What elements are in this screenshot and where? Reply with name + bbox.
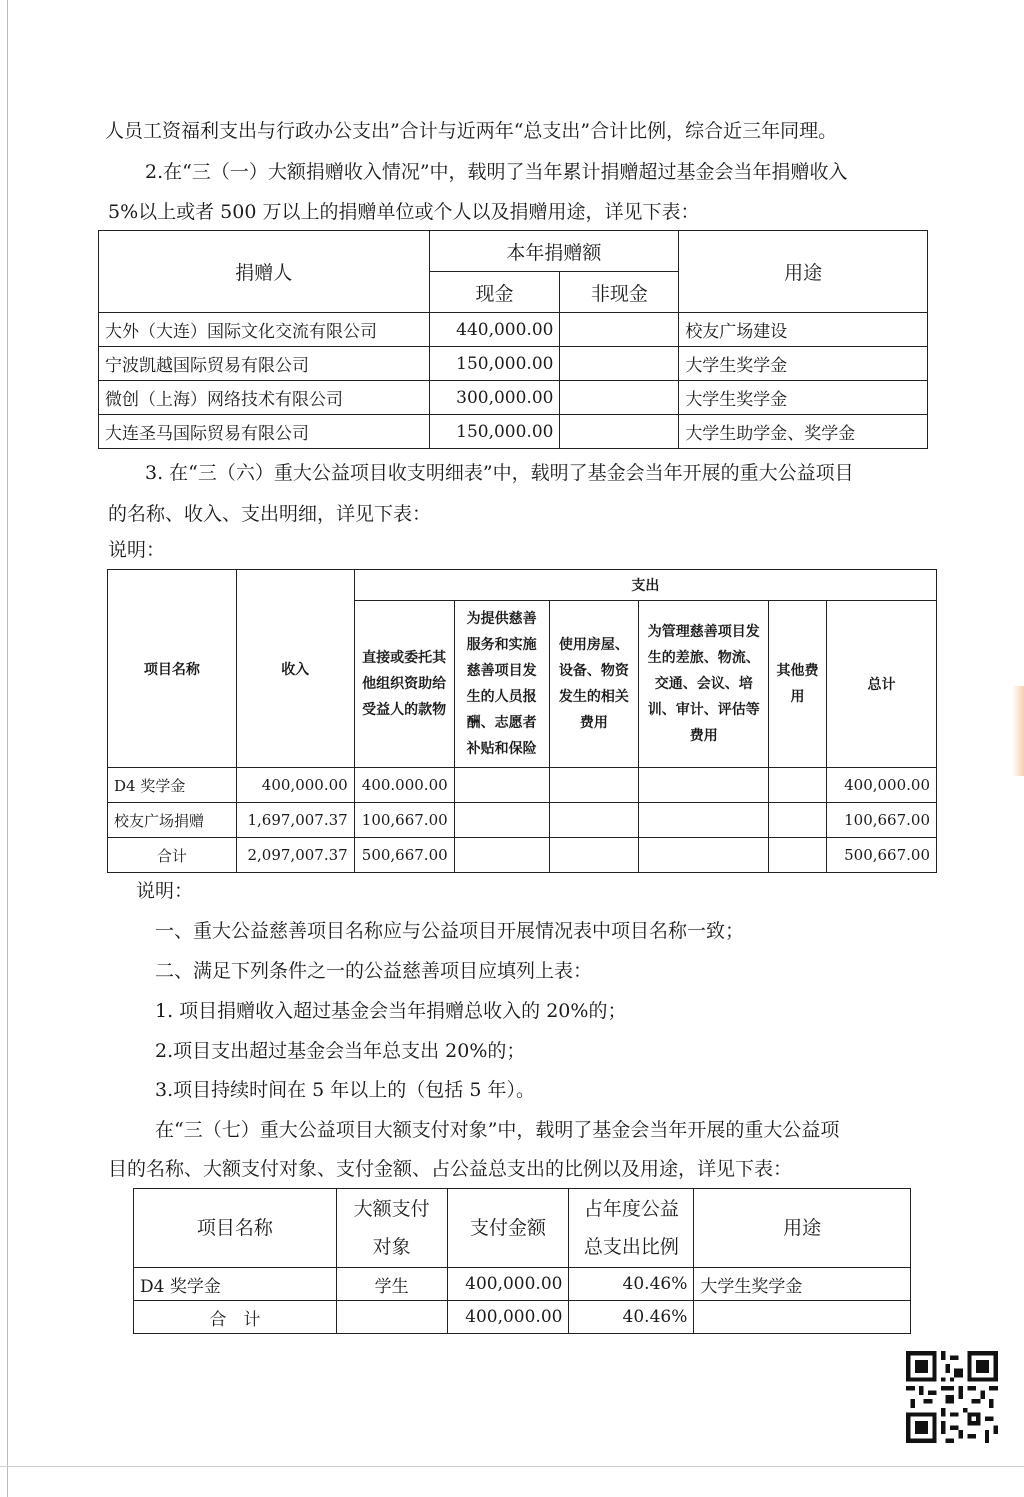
purpose-cell: 大学生奖学金: [679, 381, 928, 415]
admin-cell: [639, 803, 769, 838]
table-row: [134, 1268, 911, 1301]
total-cell: 100,667.00: [826, 803, 936, 838]
purpose-cell: 大学生奖学金: [694, 1268, 911, 1301]
target-cell: [336, 1301, 447, 1334]
page-edge-bottom: [0, 1466, 1024, 1467]
expense-group-header: 支出: [354, 570, 936, 601]
payment-table: [133, 1188, 911, 1334]
total-cell: 500,667.00: [826, 838, 936, 873]
non-cash-cell: [560, 347, 679, 381]
admin-cell: [639, 838, 769, 873]
other-header: 其他费用: [769, 601, 827, 768]
staff-cell: [454, 803, 549, 838]
notes-title: 说明：: [136, 880, 194, 902]
total-cell: 400,000.00: [826, 768, 936, 803]
amount-cell: 400,000.00: [447, 1268, 569, 1301]
target-header-line1: 大额支付: [353, 1198, 430, 1220]
note-text: 1. 项目捐赠收入超过基金会当年捐赠总收入的 20%的；: [155, 1000, 627, 1022]
income-cell: 400,000.00: [236, 768, 354, 803]
income-cell: 2,097,007.37: [236, 838, 354, 873]
ratio-header: [569, 1189, 694, 1268]
admin-cell: [639, 768, 769, 803]
purpose-header: 用途: [694, 1189, 911, 1268]
direct-cell: 100,667.00: [354, 803, 454, 838]
staff-cell: [454, 768, 549, 803]
cash-cell: 150,000.00: [429, 347, 560, 381]
facility-header: 使用房屋、设备、物资发生的相关费用: [549, 601, 639, 768]
donor-cell: 微创（上海）网络技术有限公司: [99, 381, 430, 415]
paragraph-text: 说明：: [108, 539, 166, 561]
non-cash-cell: [560, 313, 679, 347]
donor-header: 捐赠人: [99, 231, 430, 313]
project-table: [107, 569, 937, 873]
amount-cell: 400,000.00: [447, 1301, 569, 1334]
ratio-header-line2: 总支出比例: [583, 1236, 679, 1258]
table-row: [99, 313, 928, 347]
cash-cell: 440,000.00: [429, 313, 560, 347]
other-cell: [769, 803, 827, 838]
table-row: [99, 347, 928, 381]
donor-cell: 宁波凯越国际贸易有限公司: [99, 347, 430, 381]
project-name-cell: 合 计: [134, 1301, 337, 1334]
total-header: 总计: [826, 601, 936, 768]
project-name-header: 项目名称: [108, 570, 237, 768]
table-row: [108, 838, 937, 873]
target-cell: 学生: [336, 1268, 447, 1301]
paragraph-text: 的名称、收入、支出明细，详见下表：: [108, 503, 432, 525]
purpose-cell: [694, 1301, 911, 1334]
cash-header: 现金: [429, 272, 560, 313]
table-row: [134, 1301, 911, 1334]
paragraph-text: 2.在“三（一）大额捐赠收入情况”中，载明了当年累计捐赠超过基金会当年捐赠收入: [145, 161, 848, 183]
amount-group-header: 本年捐赠额: [429, 231, 679, 272]
table-header-row: [108, 570, 937, 601]
note-text: 目的名称、大额支付对象、支付金额、占公益总支出的比例以及用途，详见下表：: [108, 1158, 793, 1180]
ratio-cell: 40.46%: [569, 1301, 694, 1334]
qr-code-icon: [906, 1351, 998, 1443]
amount-header: 支付金额: [447, 1189, 569, 1268]
non-cash-cell: [560, 381, 679, 415]
income-cell: 1,697,007.37: [236, 803, 354, 838]
ratio-cell: 40.46%: [569, 1268, 694, 1301]
admin-header: 为管理慈善项目发生的差旅、物流、交通、会议、培训、审计、评估等费用: [639, 601, 769, 768]
note-text: 二、满足下列条件之一的公益慈善项目应填列上表：: [155, 960, 593, 982]
seal-fragment: [1012, 686, 1024, 776]
project-name-cell: 校友广场捐赠: [108, 803, 237, 838]
note-text: 3.项目持续时间在 5 年以上的（包括 5 年）。: [155, 1079, 535, 1101]
non-cash-header: 非现金: [560, 272, 679, 313]
note-text: 在“三（七）重大公益项目大额支付对象”中，载明了基金会当年开展的重大公益项: [155, 1119, 840, 1141]
project-name-cell: D4 奖学金: [108, 768, 237, 803]
purpose-cell: 大学生助学金、奖学金: [679, 415, 928, 449]
non-cash-cell: [560, 415, 679, 449]
purpose-cell: 校友广场建设: [679, 313, 928, 347]
target-header: [336, 1189, 447, 1268]
note-text: 一、重大公益慈善项目名称应与公益项目开展情况表中项目名称一致；: [155, 920, 745, 942]
purpose-header: 用途: [679, 231, 928, 313]
cash-cell: 150,000.00: [429, 415, 560, 449]
donor-cell: 大外（大连）国际文化交流有限公司: [99, 313, 430, 347]
income-header: 收入: [236, 570, 354, 768]
other-cell: [769, 838, 827, 873]
project-name-header: 项目名称: [134, 1189, 337, 1268]
purpose-cell: 大学生奖学金: [679, 347, 928, 381]
donation-table: [98, 230, 928, 449]
staff-header: 为提供慈善服务和实施慈善项目发生的人员报酬、志愿者补贴和保险: [454, 601, 549, 768]
target-header-line2: 对象: [372, 1236, 411, 1258]
table-row: [108, 768, 937, 803]
direct-header: 直接或委托其他组织资助给受益人的款物: [354, 601, 454, 768]
table-header-row: [99, 231, 928, 272]
table-header-row: [134, 1189, 911, 1268]
table-row: [99, 415, 928, 449]
direct-cell: 400.000.00: [354, 768, 454, 803]
other-cell: [769, 768, 827, 803]
direct-cell: 500,667.00: [354, 838, 454, 873]
cash-cell: 300,000.00: [429, 381, 560, 415]
table-row: [108, 803, 937, 838]
staff-cell: [454, 838, 549, 873]
page-edge: [7, 0, 8, 1497]
facility-cell: [549, 768, 639, 803]
facility-cell: [549, 838, 639, 873]
project-name-cell: D4 奖学金: [134, 1268, 337, 1301]
donor-cell: 大连圣马国际贸易有限公司: [99, 415, 430, 449]
paragraph-text: 3. 在“三（六）重大公益项目收支明细表”中，载明了基金会当年开展的重大公益项目: [145, 462, 854, 484]
note-text: 2.项目支出超过基金会当年总支出 20%的；: [155, 1040, 526, 1062]
facility-cell: [549, 803, 639, 838]
paragraph-text: 人员工资福利支出与行政办公支出”合计与近两年“总支出”合计比例，综合近三年同理。: [105, 120, 838, 142]
paragraph-text: 5%以上或者 500 万以上的捐赠单位或个人以及捐赠用途，详见下表：: [108, 201, 700, 223]
ratio-header-line1: 占年度公益: [583, 1198, 679, 1220]
project-name-cell: 合计: [108, 838, 237, 873]
table-row: [99, 381, 928, 415]
